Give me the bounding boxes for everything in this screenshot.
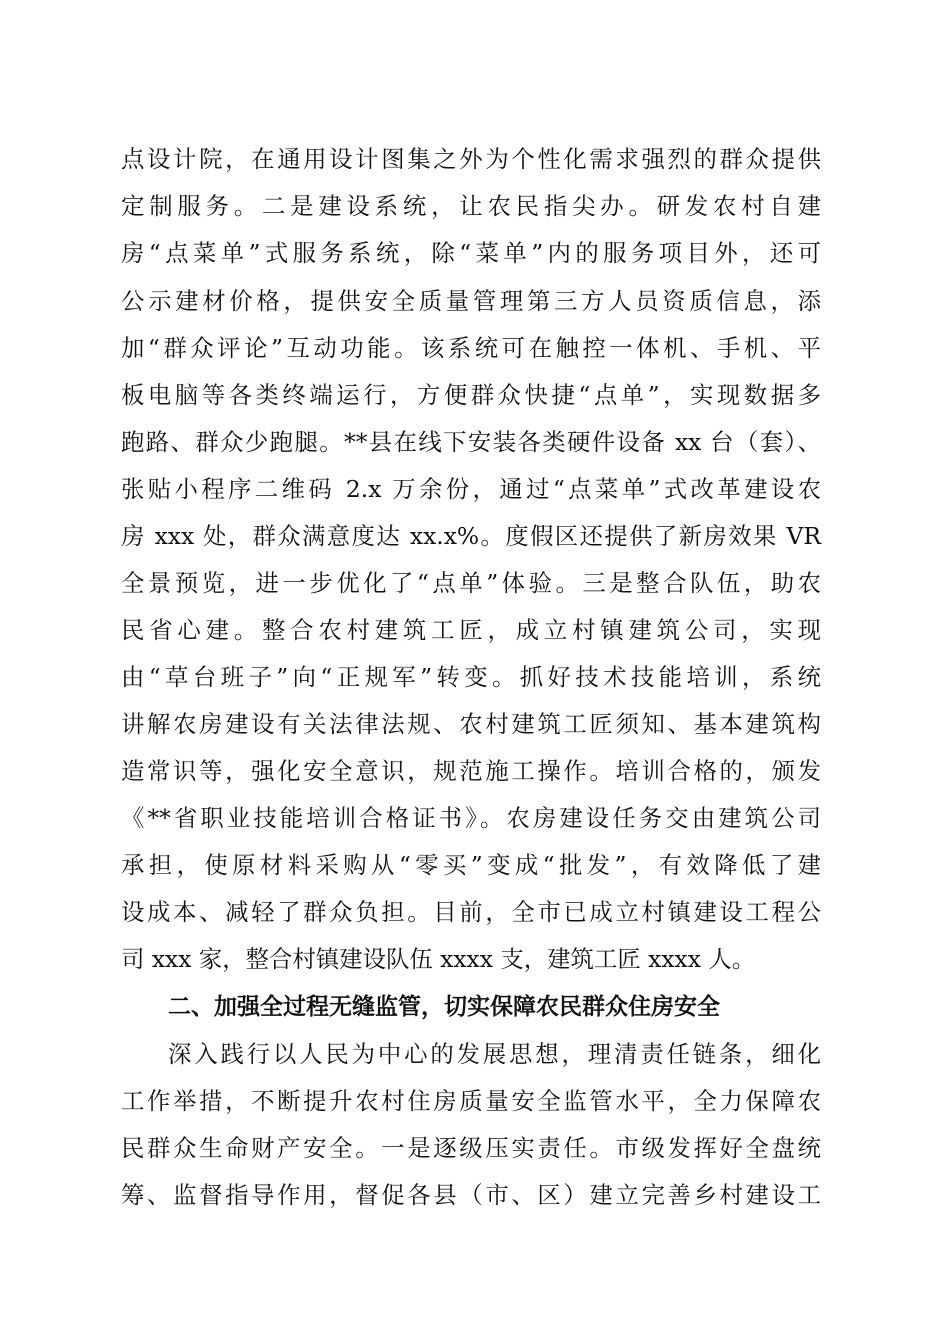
paragraph-line: 跑路、群众少跑腿。**县在线下安装各类硬件设备 xx 台（套）、: [121, 428, 821, 456]
paragraph-line: 承担，使原材料采购从“零买”变成“批发”，有效降低了建: [121, 851, 821, 879]
paragraph-line: 全景预览，进一步优化了“点单”体验。三是整合队伍，助农: [121, 569, 821, 597]
paragraph-line: 设成本、减轻了群众负担。目前，全市已成立村镇建设工程公: [121, 898, 821, 926]
paragraph-line: 司 xxx 家，整合村镇建设队伍 xxxx 支，建筑工匠 xxxx 人。: [121, 945, 756, 973]
paragraph-line: 由“草台班子”向“正规军”转变。抓好技术技能培训，系统: [121, 663, 821, 691]
paragraph-line: 张贴小程序二维码 2.x 万余份，通过“点菜单”式改革建设农: [121, 475, 821, 503]
paragraph-line: 点设计院，在通用设计图集之外为个性化需求强烈的群众提供: [121, 145, 821, 173]
section-heading: 二、加强全过程无缝监管，切实保障农民群众住房安全: [168, 994, 720, 1020]
paragraph-line: 房 xxx 处，群众满意度达 xx.x%。度假区还提供了新房效果 VR: [121, 522, 821, 550]
paragraph-line: 工作举措，不断提升农村住房质量安全监管水平，全力保障农: [121, 1087, 821, 1115]
paragraph-line: 深入践行以人民为中心的发展思想，理清责任链条，细化: [168, 1040, 821, 1068]
paragraph-line: 板电脑等各类终端运行，方便群众快捷“点单”，实现数据多: [121, 381, 821, 409]
paragraph-line: 筹、监督指导作用，督促各县（市、区）建立完善乡村建设工: [121, 1181, 821, 1209]
paragraph-line: 造常识等，强化安全意识，规范施工操作。培训合格的，颁发: [121, 757, 821, 785]
paragraph-line: 定制服务。二是建设系统，让农民指尖办。研发农村自建: [121, 192, 821, 220]
paragraph-line: 加“群众评论”互动功能。该系统可在触控一体机、手机、平: [121, 334, 821, 362]
paragraph-line: 公示建材价格，提供安全质量管理第三方人员资质信息，添: [121, 287, 821, 315]
paragraph-line: 讲解农房建设有关法律法规、农村建筑工匠须知、基本建筑构: [121, 710, 821, 738]
paragraph-line: 房“点菜单”式服务系统，除“菜单”内的服务项目外，还可: [121, 239, 821, 267]
paragraph-line: 民群众生命财产安全。一是逐级压实责任。市级发挥好全盘统: [121, 1134, 821, 1162]
paragraph-line: 民省心建。整合农村建筑工匠，成立村镇建筑公司，实现: [121, 616, 821, 644]
paragraph-line: 《**省职业技能培训合格证书》。农房建设任务交由建筑公司: [121, 804, 821, 832]
